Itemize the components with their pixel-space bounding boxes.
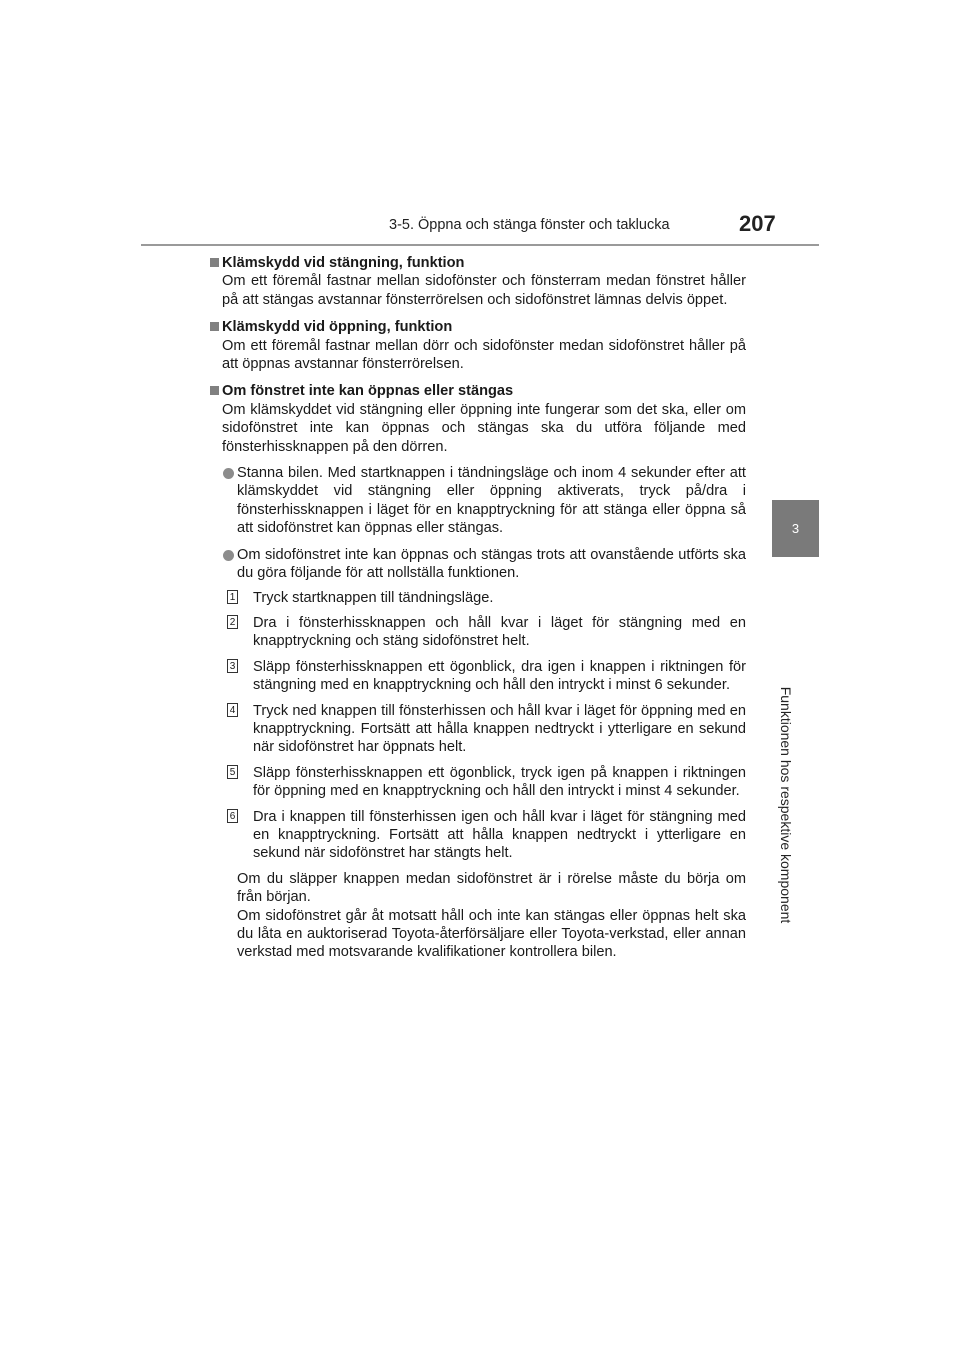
step-text: Släpp fönsterhissknappen ett ögonblick, tryck igen på knappen i riktningen för öppning med en knapptryckning och håll den intryckt i minst 4 sekunder. [253,764,746,800]
square-bullet-icon [210,322,219,331]
chapter-title: Funktionen hos respektive komponent [778,686,794,924]
section-window-fault [210,382,746,961]
section-title-text: Klämskydd vid öppning, funktion [222,319,453,336]
bullet-item [210,464,746,538]
header-section-title: 3-5. Öppna och stänga fönster och taklucka [389,217,670,233]
step-text: Dra i knappen till fönsterhissen igen och håll kvar i läget för stängning med en knapptryckning. Fortsätt att hålla knappen nedtryckt i ytterligare en sekund när sidofönstret har stängts helt. [253,808,746,862]
section-title [210,254,746,272]
main-content [210,254,746,971]
step-number-box: 6 [227,809,238,823]
step-item [210,702,746,757]
reset-steps [210,589,746,863]
note-paragraph: Om du släpper knappen medan sidofönstret är i rörelse måste du börja om från början. [237,870,746,906]
step-number-box: 1 [227,590,238,604]
bullet-text: Om sidofönstret inte kan öppnas och stängas trots att ovanstående utförts ska du göra följande för att nollställa funktionen. [237,546,746,582]
step-number-box: 2 [227,615,238,629]
section-title [210,318,746,336]
step-item [210,658,746,695]
note-paragraph: Om sidofönstret går åt motsatt håll och inte kan stängas eller öppnas helt ska du låta en auktoriserad Toyota-återförsäljare eller Toyota-verkstad, eller annan verkstad med motsvarande kvalifikationer kontrollera bilen. [237,907,746,961]
bullet-text: Stanna bilen. Med startknappen i tändningsläge och inom 4 sekunder efter att klämskyddet vid stängning eller öppning aktiverats, tryck på/dra i fönsterhissknappen i läget för en knapptryckning för att stänga eller öppna så att sidofönstret kan öppnas eller stängas. [237,465,746,537]
section-title [210,382,746,400]
section-title-text: Om fönstret inte kan öppnas eller stängas [222,383,514,400]
step-item [210,764,746,801]
bullet-item [210,546,746,583]
step-item [210,614,746,651]
step-number-box: 5 [227,765,238,779]
step-item [210,589,746,607]
page-number: 207 [739,211,776,236]
square-bullet-icon [210,258,219,267]
square-bullet-icon [210,386,219,395]
circle-bullet-icon [223,468,234,479]
circle-bullet-icon [223,550,234,561]
step-number-box: 3 [227,659,238,673]
step-text: Tryck startknappen till tändningsläge. [253,589,494,606]
step-number-box: 4 [227,703,238,717]
step-text: Dra i fönsterhissknappen och håll kvar i läget för stängning med en knapptryckning och stäng sidofönstret helt. [253,614,746,650]
chapter-number: 3 [791,521,800,536]
section-opening-protection [210,318,746,373]
step-text: Släpp fönsterhissknappen ett ögonblick, dra igen i knappen i riktningen för stängning med en knapptryckning och håll den intryckt i minst 6 sekunder. [253,658,746,694]
chapter-tab [772,500,819,557]
step-text: Tryck ned knappen till fönsterhissen och håll kvar i läget för öppning med en knapptryckning. Fortsätt att hålla knappen nedtryckt i ytterligare en sekund när sidofönstret har öppnats helt. [253,702,746,756]
section-closing-protection [210,254,746,309]
section-title-text: Klämskydd vid stängning, funktion [222,255,465,271]
step-item [210,808,746,863]
section-body: Om ett föremål fastnar mellan dörr och sidofönster medan sidofönstret håller på att öppnas avstannar fönsterrörelsen. [222,337,746,373]
section-body: Om ett föremål fastnar mellan sidofönster och fönsterram medan fönstret håller på att stängas avstannar fönsterrörelsen och sidofönstret lämnas delvis öppet. [222,273,746,308]
section-body: Om klämskyddet vid stängning eller öppning inte fungerar som det ska, eller om sidofönstret inte kan öppnas och stängas ska du utföra följande med fönsterhissknappen på den dörren. [222,401,746,455]
header-divider [141,244,819,246]
